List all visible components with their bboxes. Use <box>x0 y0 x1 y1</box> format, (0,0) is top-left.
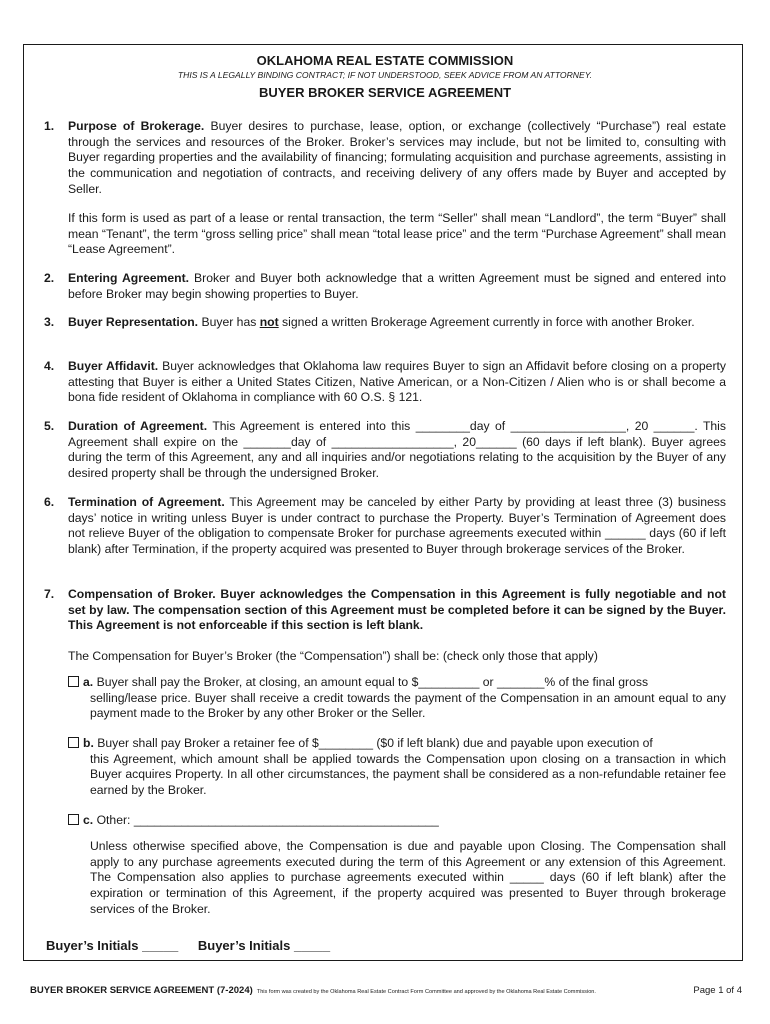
option-c <box>68 813 726 829</box>
section-number: 5. <box>44 419 55 433</box>
option-c-text: Other: _____________________________________________ <box>96 813 439 827</box>
page-title: OKLAHOMA REAL ESTATE COMMISSION <box>256 53 514 68</box>
section-number: 3. <box>44 315 55 329</box>
section-heading: Buyer Affidavit. <box>68 359 159 373</box>
section-text: This Agreement may be canceled by either Party by providing at least three (3) business days’ notice in writing unless Buyer is under contract to purchase the Property. Buyer’s Termination of Agreement does not relieve Buyer of the obligation to compensate Broker for purchase agreements executed within ______ days (60 if left blank) after Termination, if the property acquired was presented to Buyer through brokerage services of the Broker. <box>68 495 726 557</box>
option-b <box>68 736 726 799</box>
section-heading: Termination of Agreement. <box>68 495 225 509</box>
section-number: 2. <box>44 271 55 285</box>
option-b-continuation: this Agreement, which amount shall be applied towards the Compensation upon closing on a transaction in which Buyer acquires Property. In all other circumstances, the payment shall be considered as a non-refundable retainer fee earned by the Broker. <box>90 751 726 798</box>
option-c-checkbox[interactable] <box>68 814 79 825</box>
section-text: This Agreement is entered into this ________day of _________________, 20 ______. This Agreement shall expire on the _______day of __________________, 20______ (60 days if left blank). Buyer agrees during the term of this Agreement, any and all inquiries and/or negotiations relating to the acquisition by the Buyer of any desired property shall be through the undersigned Broker. <box>68 419 726 481</box>
section-entering-agreement <box>44 271 726 302</box>
section-text: Buyer acknowledges that Oklahoma law requires Buyer to sign an Affidavit before closing on a property attesting that Buyer is either a United States Citizen, Native American, or a Non-Citizen / Alien who is or shall become a bona fide resident of Oklahoma in compliance with 60 O.S. § 121. <box>68 359 726 405</box>
option-c-letter: c. <box>83 813 94 827</box>
section-text: Broker and Buyer both acknowledge that a written Agreement must be signed and entered into before Broker may begin showing properties to Buyer. <box>68 271 727 301</box>
compensation-closing-paragraph: Unless otherwise specified above, the Compensation is due and payable upon Closing. The Compensation shall apply to any purchase agreements executed during the term of this Agreement or any extension of this Agreement. The Compensation also applies to purchase agreements executed within _____ days (60 if left blank) after the expiration or termination of this Agreement, if the property acquired was presented to Buyer through brokerage services of the Broker. <box>90 839 726 916</box>
page-footer <box>30 985 742 996</box>
footer-note: This form was created by the Oklahoma Real Estate Contract Form Committee and approved by the Oklahoma Real Estate Commission. <box>256 989 596 995</box>
buyer-initials-1[interactable]: Buyer’s Initials _____ <box>46 938 179 953</box>
initials-row <box>46 938 346 953</box>
section-duration <box>44 419 726 482</box>
legal-warning: THIS IS A LEGALLY BINDING CONTRACT; IF NOT UNDERSTOOD, SEEK ADVICE FROM AN ATTORNEY. <box>177 70 593 80</box>
section-buyer-affidavit <box>44 359 726 406</box>
lease-definitions-paragraph: If this form is used as part of a lease or rental transaction, the term “Seller” shall mean “Landlord”, the term “Buyer” shall mean “Tenant”, the term “gross selling price” shall mean “total lease price” and the term “Purchase Agreement” shall mean “Lease Agreement”. <box>68 211 726 257</box>
section-text-post: signed a written Brokerage Agreement currently in force with another Broker. <box>282 315 695 329</box>
option-b-checkbox[interactable] <box>68 737 79 748</box>
section-termination <box>44 495 726 558</box>
compensation-intro: The Compensation for Buyer’s Broker (the “Compensation”) shall be: (check only those that apply) <box>68 649 598 663</box>
option-a-continuation: selling/lease price. Buyer shall receive a credit towards the payment of the Compensation in an amount equal to any payment made to the Broker by any other Broker or the Seller. <box>90 690 726 721</box>
option-b-text: Buyer shall pay Broker a retainer fee of $________ ($0 if left blank) due and payable upon execution of <box>97 736 653 750</box>
section-text: Buyer desires to purchase, lease, option, or exchange (collectively “Purchase”) real estate through the services and resources of the Broker. Broker’s services may include, but not be limited to, consulting with Buyer regarding properties and the availability of financing; formulating acquisition and purchase agreements, assisting in the communication and negotiation of contracts, and receiving delivery of any offers made by Buyer and accepted by Seller. <box>68 119 726 196</box>
footer-form-title: BUYER BROKER SERVICE AGREEMENT (7-2024) <box>30 985 253 996</box>
section-number: 1. <box>44 119 55 133</box>
section-text-pre: Buyer has <box>201 315 257 329</box>
section-purpose <box>44 119 726 198</box>
section-number: 4. <box>44 359 55 373</box>
section-buyer-representation <box>44 315 726 331</box>
section-number: 6. <box>44 495 55 509</box>
section-heading: Compensation of Broker. Buyer acknowledges the Compensation in this Agreement is fully negotiable and not set by law. The compensation section of this Agreement must be completed before it can be signed by the Buyer. This Agreement is not enforceable if this section is left blank. <box>68 587 726 633</box>
option-a <box>68 675 726 722</box>
section-number: 7. <box>44 587 55 601</box>
option-a-checkbox[interactable] <box>68 676 79 687</box>
page-number: Page 1 of 4 <box>693 985 742 996</box>
option-a-letter: a. <box>83 675 94 689</box>
section-compensation <box>44 587 726 634</box>
emphasis-not: not <box>259 315 279 329</box>
option-b-letter: b. <box>83 736 94 750</box>
section-heading: Entering Agreement. <box>68 271 190 285</box>
section-heading: Purpose of Brokerage. <box>68 119 205 133</box>
option-a-text: Buyer shall pay the Broker, at closing, an amount equal to $_________ or _______% of the final gross <box>96 675 649 689</box>
section-heading: Duration of Agreement. <box>68 419 208 433</box>
buyer-initials-2[interactable]: Buyer’s Initials _____ <box>197 938 331 953</box>
form-subtitle: BUYER BROKER SERVICE AGREEMENT <box>258 85 512 100</box>
section-heading: Buyer Representation. <box>68 315 199 329</box>
